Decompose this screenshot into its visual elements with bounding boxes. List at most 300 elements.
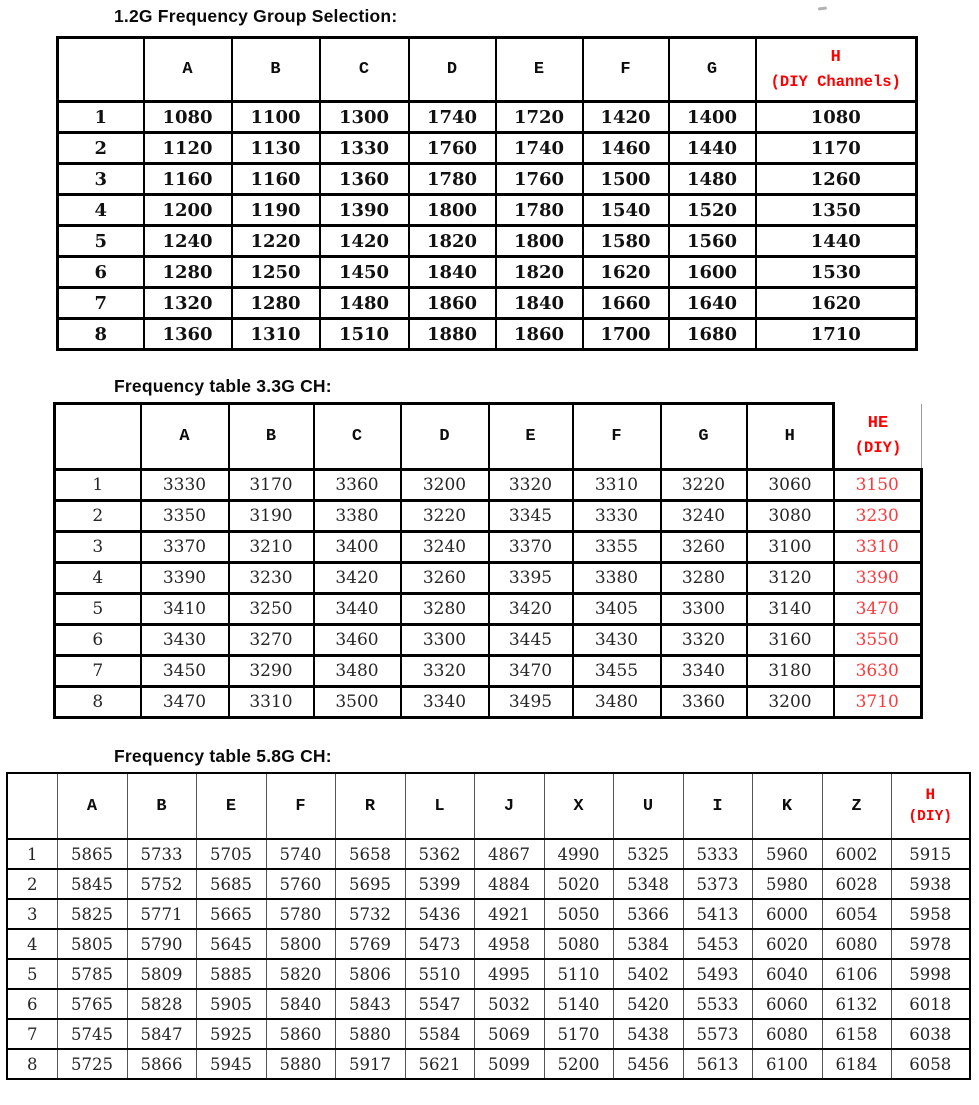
diy-frequency-cell: 3470: [834, 594, 922, 625]
frequency-cell: 1510: [320, 319, 409, 350]
frequency-cell: 1700: [583, 319, 669, 350]
frequency-cell: 1520: [669, 195, 756, 226]
frequency-cell: 3320: [401, 656, 489, 687]
diy-frequency-cell: 1080: [756, 102, 917, 133]
column-header-cell: A: [141, 404, 229, 470]
frequency-cell: 3360: [314, 470, 401, 501]
table-body: [55, 470, 922, 718]
row-number-cell: 1: [58, 102, 144, 133]
frequency-cell: 1780: [409, 164, 496, 195]
frequency-cell: 3240: [661, 501, 747, 532]
frequency-cell: 3310: [573, 470, 661, 501]
table-row: [7, 959, 970, 989]
table-row: [58, 164, 917, 195]
frequency-cell: 5845: [57, 869, 127, 899]
frequency-cell: 5140: [544, 989, 613, 1019]
column-header-cell: K: [752, 773, 822, 839]
frequency-cell: 6060: [752, 989, 822, 1019]
row-number-cell: 8: [58, 319, 144, 350]
frequency-cell: 1740: [496, 133, 583, 164]
column-header-cell: D: [409, 38, 496, 102]
frequency-cell: 5384: [613, 929, 683, 959]
frequency-cell: 6080: [752, 1019, 822, 1049]
corner-cell: [58, 38, 144, 102]
frequency-cell: 5533: [683, 989, 752, 1019]
frequency-cell: 5880: [266, 1049, 335, 1079]
frequency-cell: 3370: [141, 532, 229, 563]
frequency-cell: 1620: [583, 257, 669, 288]
frequency-cell: 5413: [683, 899, 752, 929]
table-body: [58, 102, 917, 350]
row-number-cell: 6: [55, 625, 141, 656]
frequency-cell: 5547: [405, 989, 474, 1019]
column-header-cell: B: [232, 38, 320, 102]
frequency-cell: 3450: [141, 656, 229, 687]
diy-frequency-cell: 6018: [891, 989, 970, 1019]
frequency-cell: 5733: [127, 839, 196, 869]
frequency-cell: 3180: [747, 656, 834, 687]
frequency-cell: 1160: [144, 164, 232, 195]
column-header-cell: U: [613, 773, 683, 839]
frequency-cell: 3395: [489, 563, 573, 594]
diy-frequency-cell: 1170: [756, 133, 917, 164]
frequency-cell: 3340: [401, 687, 489, 718]
frequency-cell: 1860: [409, 288, 496, 319]
table-header-row: [7, 773, 970, 839]
frequency-cell: 3220: [401, 501, 489, 532]
diy-frequency-cell: 3550: [834, 625, 922, 656]
frequency-cell: 5510: [405, 959, 474, 989]
frequency-cell: 1780: [496, 195, 583, 226]
frequency-cell: 1450: [320, 257, 409, 288]
frequency-cell: 5980: [752, 869, 822, 899]
frequency-cell: 3500: [314, 687, 401, 718]
row-number-cell: 7: [7, 1019, 57, 1049]
frequency-cell: 1360: [144, 319, 232, 350]
frequency-cell: 3430: [573, 625, 661, 656]
frequency-cell: 5825: [57, 899, 127, 929]
table-row: [58, 102, 917, 133]
frequency-cell: 3230: [229, 563, 314, 594]
frequency-cell: 1720: [496, 102, 583, 133]
frequency-cell: 5945: [196, 1049, 266, 1079]
frequency-cell: 5621: [405, 1049, 474, 1079]
frequency-cell: 5745: [57, 1019, 127, 1049]
corner-cell: [55, 404, 141, 470]
row-number-cell: 3: [55, 532, 141, 563]
frequency-cell: 5170: [544, 1019, 613, 1049]
table-title-3-3g: Frequency table 3.3G CH:: [114, 376, 332, 396]
frequency-cell: 1330: [320, 133, 409, 164]
frequency-cell: 6054: [822, 899, 891, 929]
frequency-cell: 6106: [822, 959, 891, 989]
frequency-cell: 1480: [669, 164, 756, 195]
frequency-cell: 1300: [320, 102, 409, 133]
row-number-cell: 1: [55, 470, 141, 501]
frequency-cell: 3330: [573, 501, 661, 532]
table-title-5-8g: Frequency table 5.8G CH:: [114, 746, 332, 766]
row-number-cell: 3: [58, 164, 144, 195]
diy-frequency-cell: 5915: [891, 839, 970, 869]
table-row: [58, 133, 917, 164]
frequency-cell: 3355: [573, 532, 661, 563]
frequency-cell: 5200: [544, 1049, 613, 1079]
diy-header-cell: [834, 404, 922, 470]
frequency-cell: 3460: [314, 625, 401, 656]
frequency-cell: 5373: [683, 869, 752, 899]
frequency-cell: 1100: [232, 102, 320, 133]
diy-frequency-cell: 6058: [891, 1049, 970, 1079]
row-number-cell: 4: [55, 563, 141, 594]
frequency-cell: 3400: [314, 532, 401, 563]
table-row: [55, 470, 922, 501]
frequency-cell: 5860: [266, 1019, 335, 1049]
diy-frequency-cell: 1620: [756, 288, 917, 319]
frequency-cell: 5584: [405, 1019, 474, 1049]
table-row: [55, 501, 922, 532]
table-row: [58, 319, 917, 350]
frequency-cell: 5453: [683, 929, 752, 959]
frequency-cell: 5473: [405, 929, 474, 959]
column-header-cell: I: [683, 773, 752, 839]
frequency-cell: 5110: [544, 959, 613, 989]
frequency-cell: 3300: [401, 625, 489, 656]
frequency-cell: 5658: [335, 839, 405, 869]
frequency-cell: 5645: [196, 929, 266, 959]
frequency-cell: 5665: [196, 899, 266, 929]
diy-frequency-cell: 3230: [834, 501, 922, 532]
frequency-cell: 5843: [335, 989, 405, 1019]
diy-frequency-cell: 1530: [756, 257, 917, 288]
table-row: [55, 594, 922, 625]
frequency-cell: 1220: [232, 226, 320, 257]
frequency-cell: 5752: [127, 869, 196, 899]
frequency-cell: 1840: [496, 288, 583, 319]
frequency-cell: 1310: [232, 319, 320, 350]
column-header-cell: G: [669, 38, 756, 102]
frequency-cell: 3200: [747, 687, 834, 718]
frequency-cell: 3060: [747, 470, 834, 501]
frequency-cell: 1760: [496, 164, 583, 195]
frequency-cell: 6000: [752, 899, 822, 929]
frequency-table-1-2g: [56, 36, 918, 351]
frequency-cell: 5885: [196, 959, 266, 989]
frequency-cell: 3280: [401, 594, 489, 625]
diy-header-line2: (DIY Channels): [770, 72, 901, 91]
row-number-cell: 5: [58, 226, 144, 257]
frequency-cell: 4995: [474, 959, 544, 989]
column-header-cell: D: [401, 404, 489, 470]
frequency-cell: 5399: [405, 869, 474, 899]
frequency-cell: 5740: [266, 839, 335, 869]
frequency-cell: 3320: [661, 625, 747, 656]
frequency-cell: 1390: [320, 195, 409, 226]
row-number-cell: 1: [7, 839, 57, 869]
frequency-cell: 3445: [489, 625, 573, 656]
frequency-cell: 1130: [232, 133, 320, 164]
header-row: [7, 773, 970, 839]
frequency-cell: 5865: [57, 839, 127, 869]
frequency-cell: 3360: [661, 687, 747, 718]
diy-header-line1: H: [830, 47, 841, 67]
frequency-cell: 1200: [144, 195, 232, 226]
frequency-cell: 5402: [613, 959, 683, 989]
frequency-cell: 3170: [229, 470, 314, 501]
diy-header-cell: [891, 773, 970, 839]
frequency-cell: 6002: [822, 839, 891, 869]
frequency-cell: 1420: [320, 226, 409, 257]
column-header-cell: E: [196, 773, 266, 839]
table-body: [7, 839, 970, 1079]
frequency-cell: 1120: [144, 133, 232, 164]
frequency-cell: 1660: [583, 288, 669, 319]
frequency-cell: 5840: [266, 989, 335, 1019]
frequency-cell: 5866: [127, 1049, 196, 1079]
frequency-cell: 1080: [144, 102, 232, 133]
frequency-cell: 1190: [232, 195, 320, 226]
column-header-cell: F: [266, 773, 335, 839]
row-number-cell: 5: [7, 959, 57, 989]
header-row: [58, 38, 917, 102]
frequency-cell: 1820: [409, 226, 496, 257]
table-row: [58, 226, 917, 257]
frequency-cell: 3250: [229, 594, 314, 625]
column-header-cell: A: [57, 773, 127, 839]
row-number-cell: 6: [7, 989, 57, 1019]
frequency-cell: 5362: [405, 839, 474, 869]
frequency-cell: 5785: [57, 959, 127, 989]
frequency-cell: 3100: [747, 532, 834, 563]
frequency-cell: 5769: [335, 929, 405, 959]
frequency-cell: 1760: [409, 133, 496, 164]
frequency-cell: 1440: [669, 133, 756, 164]
frequency-cell: 1680: [669, 319, 756, 350]
diy-frequency-cell: 3150: [834, 470, 922, 501]
frequency-cell: 5366: [613, 899, 683, 929]
column-header-cell: C: [320, 38, 409, 102]
frequency-cell: 5917: [335, 1049, 405, 1079]
frequency-cell: 5880: [335, 1019, 405, 1049]
frequency-cell: 4990: [544, 839, 613, 869]
column-header-cell: X: [544, 773, 613, 839]
frequency-cell: 5456: [613, 1049, 683, 1079]
diy-header-line1: HE: [867, 414, 889, 434]
frequency-cell: 1580: [583, 226, 669, 257]
frequency-cell: 3370: [489, 532, 573, 563]
diy-frequency-cell: 1350: [756, 195, 917, 226]
table-row: [7, 989, 970, 1019]
table-row: [7, 869, 970, 899]
frequency-cell: 5493: [683, 959, 752, 989]
frequency-cell: 1820: [496, 257, 583, 288]
frequency-cell: 5828: [127, 989, 196, 1019]
frequency-cell: 3345: [489, 501, 573, 532]
frequency-cell: 3390: [141, 563, 229, 594]
frequency-cell: 1560: [669, 226, 756, 257]
frequency-cell: 3430: [141, 625, 229, 656]
frequency-cell: 3440: [314, 594, 401, 625]
table-row: [7, 899, 970, 929]
table-row: [55, 687, 922, 718]
frequency-cell: 6100: [752, 1049, 822, 1079]
frequency-table-3-3g: [53, 402, 923, 719]
frequency-cell: 5820: [266, 959, 335, 989]
column-header-cell: B: [127, 773, 196, 839]
diy-frequency-cell: 5958: [891, 899, 970, 929]
row-number-cell: 8: [7, 1049, 57, 1079]
frequency-cell: 4958: [474, 929, 544, 959]
frequency-cell: 6184: [822, 1049, 891, 1079]
frequency-cell: 5080: [544, 929, 613, 959]
table-title-1-2g: 1.2G Frequency Group Selection:: [114, 6, 398, 26]
frequency-cell: 5771: [127, 899, 196, 929]
frequency-cell: 1860: [496, 319, 583, 350]
row-number-cell: 7: [58, 288, 144, 319]
frequency-cell: 5573: [683, 1019, 752, 1049]
table-row: [7, 1019, 970, 1049]
frequency-cell: 5348: [613, 869, 683, 899]
frequency-cell: 3080: [747, 501, 834, 532]
table-header-row: [58, 38, 917, 102]
frequency-cell: 5780: [266, 899, 335, 929]
frequency-cell: 5805: [57, 929, 127, 959]
column-header-cell: F: [573, 404, 661, 470]
frequency-cell: 5438: [613, 1019, 683, 1049]
frequency-cell: 3160: [747, 625, 834, 656]
frequency-cell: 6040: [752, 959, 822, 989]
table-row: [7, 1049, 970, 1079]
frequency-cell: 6080: [822, 929, 891, 959]
frequency-cell: 5032: [474, 989, 544, 1019]
frequency-cell: 6020: [752, 929, 822, 959]
frequency-cell: 1880: [409, 319, 496, 350]
row-number-cell: 4: [7, 929, 57, 959]
frequency-cell: 3330: [141, 470, 229, 501]
column-header-cell: E: [496, 38, 583, 102]
row-number-cell: 2: [55, 501, 141, 532]
diy-frequency-cell: 1710: [756, 319, 917, 350]
frequency-cell: 3340: [661, 656, 747, 687]
table-row: [55, 563, 922, 594]
table-row: [55, 656, 922, 687]
frequency-cell: 4867: [474, 839, 544, 869]
row-number-cell: 2: [58, 133, 144, 164]
row-number-cell: 3: [7, 899, 57, 929]
frequency-cell: 5685: [196, 869, 266, 899]
frequency-cell: 3470: [489, 656, 573, 687]
table-row: [7, 929, 970, 959]
column-header-cell: R: [335, 773, 405, 839]
column-header-cell: A: [144, 38, 232, 102]
frequency-cell: 5847: [127, 1019, 196, 1049]
frequency-cell: 5420: [613, 989, 683, 1019]
frequency-cell: 1460: [583, 133, 669, 164]
diy-header-line2: (DIY): [854, 438, 902, 457]
frequency-cell: 3240: [401, 532, 489, 563]
frequency-cell: 1280: [144, 257, 232, 288]
table-row: [55, 625, 922, 656]
frequency-cell: 5099: [474, 1049, 544, 1079]
frequency-cell: 5050: [544, 899, 613, 929]
frequency-cell: 5725: [57, 1049, 127, 1079]
frequency-cell: 6028: [822, 869, 891, 899]
frequency-cell: 5325: [613, 839, 683, 869]
frequency-cell: 3210: [229, 532, 314, 563]
frequency-cell: 1800: [409, 195, 496, 226]
frequency-cell: 1480: [320, 288, 409, 319]
frequency-cell: 5436: [405, 899, 474, 929]
frequency-cell: 3480: [314, 656, 401, 687]
frequency-cell: 3420: [314, 563, 401, 594]
column-header-cell: L: [405, 773, 474, 839]
frequency-cell: 1740: [409, 102, 496, 133]
frequency-cell: 3300: [661, 594, 747, 625]
table-header-row: [55, 404, 922, 470]
frequency-cell: 5020: [544, 869, 613, 899]
frequency-cell: 3380: [314, 501, 401, 532]
frequency-cell: 1800: [496, 226, 583, 257]
frequency-cell: 5925: [196, 1019, 266, 1049]
column-header-cell: H: [747, 404, 834, 470]
frequency-cell: 3290: [229, 656, 314, 687]
row-number-cell: 5: [55, 594, 141, 625]
table-row: [58, 195, 917, 226]
frequency-cell: 6158: [822, 1019, 891, 1049]
table-row: [7, 839, 970, 869]
frequency-cell: 4921: [474, 899, 544, 929]
diy-frequency-cell: 5998: [891, 959, 970, 989]
diy-frequency-cell: 3390: [834, 563, 922, 594]
frequency-cell: 5960: [752, 839, 822, 869]
diy-frequency-cell: 6038: [891, 1019, 970, 1049]
frequency-cell: 3200: [401, 470, 489, 501]
table-row: [58, 257, 917, 288]
row-number-cell: 8: [55, 687, 141, 718]
frequency-cell: 1600: [669, 257, 756, 288]
column-header-cell: G: [661, 404, 747, 470]
frequency-cell: 1840: [409, 257, 496, 288]
frequency-cell: 1400: [669, 102, 756, 133]
frequency-cell: 5790: [127, 929, 196, 959]
frequency-cell: 3310: [229, 687, 314, 718]
frequency-cell: 5333: [683, 839, 752, 869]
frequency-cell: 5806: [335, 959, 405, 989]
frequency-cell: 4884: [474, 869, 544, 899]
column-header-cell: E: [489, 404, 573, 470]
frequency-cell: 3260: [661, 532, 747, 563]
frequency-cell: 5809: [127, 959, 196, 989]
column-header-cell: Z: [822, 773, 891, 839]
frequency-cell: 3120: [747, 563, 834, 594]
table-row: [55, 532, 922, 563]
frequency-cell: 3260: [401, 563, 489, 594]
row-number-cell: 2: [7, 869, 57, 899]
frequency-cell: 5613: [683, 1049, 752, 1079]
frequency-cell: 1420: [583, 102, 669, 133]
diy-frequency-cell: 5978: [891, 929, 970, 959]
diy-header-line1: H: [925, 785, 936, 804]
frequency-cell: 1240: [144, 226, 232, 257]
frequency-cell: 6132: [822, 989, 891, 1019]
frequency-cell: 3350: [141, 501, 229, 532]
row-number-cell: 6: [58, 257, 144, 288]
frequency-cell: 3380: [573, 563, 661, 594]
stray-mark: [818, 6, 827, 10]
table-row: [58, 288, 917, 319]
frequency-cell: 3495: [489, 687, 573, 718]
column-header-cell: F: [583, 38, 669, 102]
frequency-cell: 5705: [196, 839, 266, 869]
